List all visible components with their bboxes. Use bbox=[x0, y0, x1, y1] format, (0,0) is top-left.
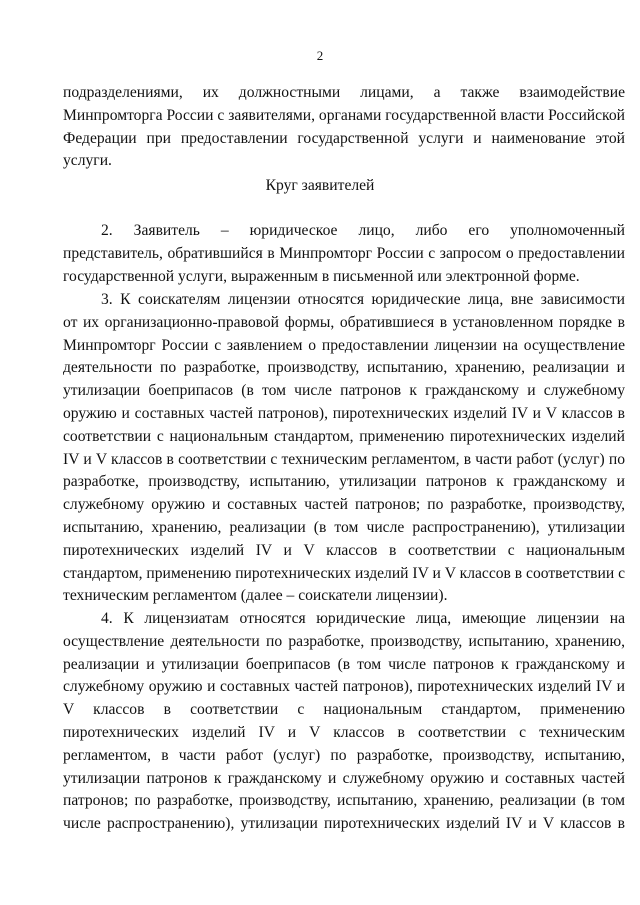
text-line: V классов в соответствии с национальным стандартом, применению bbox=[63, 701, 625, 719]
text-line: Федерации при предоставлении государственной услуги и наименование этой bbox=[63, 129, 625, 147]
text-line: подразделениями, их должностными лицами, а также взаимодействие bbox=[63, 84, 625, 101]
intro-text bbox=[63, 82, 625, 173]
page-number: 2 bbox=[316, 48, 324, 63]
text-line: числе распространению), утилизации пиротехнических изделий IV и V классов в bbox=[63, 815, 625, 833]
text-line: соответствии с национальным стандартом, применению пиротехнических изделий bbox=[63, 427, 625, 445]
text-line: оружию и составных частей патронов), пиротехнических изделий IV и V классов в bbox=[63, 404, 625, 422]
text-line: Минпромторг России с заявлением о предоставлении лицензии на осуществление bbox=[63, 336, 625, 354]
text-line: служебному оружию и составных частей патронов), пиротехнических изделий IV и bbox=[63, 678, 625, 696]
text-line: осуществление деятельности по разработке, производству, испытанию, хранению, bbox=[63, 632, 625, 650]
text-line: услуги. bbox=[63, 152, 112, 170]
text-line: 2. Заявитель – юридическое лицо, либо его уполномоченный bbox=[101, 222, 625, 239]
text-line: представитель, обратившийся в Минпромторг России с запросом о предоставлении bbox=[63, 244, 625, 262]
text-line: утилизации патронов к гражданскому и служебному оружию и составных частей bbox=[63, 769, 625, 787]
text-line: от их организационно-правовой формы, обратившиеся в установленном порядке в bbox=[63, 313, 625, 331]
text-line: служебному оружию и составных частей патронов; по разработке, производству, bbox=[63, 496, 625, 514]
section-heading: Круг заявителей bbox=[265, 177, 375, 194]
text-line: пиротехнических изделий IV и V классов в соответствии с национальным bbox=[63, 541, 625, 559]
text-line: стандартом, применению пиротехнических изделий IV и V классов в соответствии с bbox=[63, 564, 625, 582]
paragraph-3 bbox=[63, 289, 625, 608]
text-line: разработке, производству, испытанию, утилизации патронов к гражданскому и bbox=[63, 473, 625, 491]
text-line: 4. К лицензиатам относятся юридические лица, имеющие лицензии на bbox=[101, 610, 625, 627]
paragraph-2 bbox=[63, 220, 625, 288]
text-line: утилизации боеприпасов (в том числе патронов к гражданскому и служебному bbox=[63, 382, 625, 400]
text-line: деятельности по разработке, производству, испытанию, хранению, реализации и bbox=[63, 359, 625, 377]
text-line: пиротехнических изделий IV и V классов в соответствии с техническим bbox=[63, 723, 625, 741]
text-line: IV и V классов в соответствии с техническим регламентом, в части работ (услуг) по bbox=[63, 450, 625, 468]
text-line: регламентом, в части работ (услуг) по разработке, производству, испытанию, bbox=[63, 746, 625, 764]
paragraph-4 bbox=[63, 608, 625, 836]
text-line: патронов; по разработке, производству, испытанию, хранению, реализации (в том bbox=[63, 792, 625, 810]
text-line: 3. К соискателям лицензии относятся юридические лица, вне зависимости bbox=[101, 291, 625, 308]
text-line: техническим регламентом (далее – соискатели лицензии). bbox=[63, 587, 448, 605]
text-line: государственной услуги, выраженным в письменной или электронной форме. bbox=[63, 267, 580, 285]
text-line: Минпромторга России с заявителями, органами государственной власти Российской bbox=[63, 106, 625, 124]
text-line: реализации и утилизации боеприпасов (в том числе патронов к гражданскому и bbox=[63, 655, 625, 673]
text-line: испытанию, хранению, реализации (в том числе распространению), утилизации bbox=[63, 518, 625, 536]
